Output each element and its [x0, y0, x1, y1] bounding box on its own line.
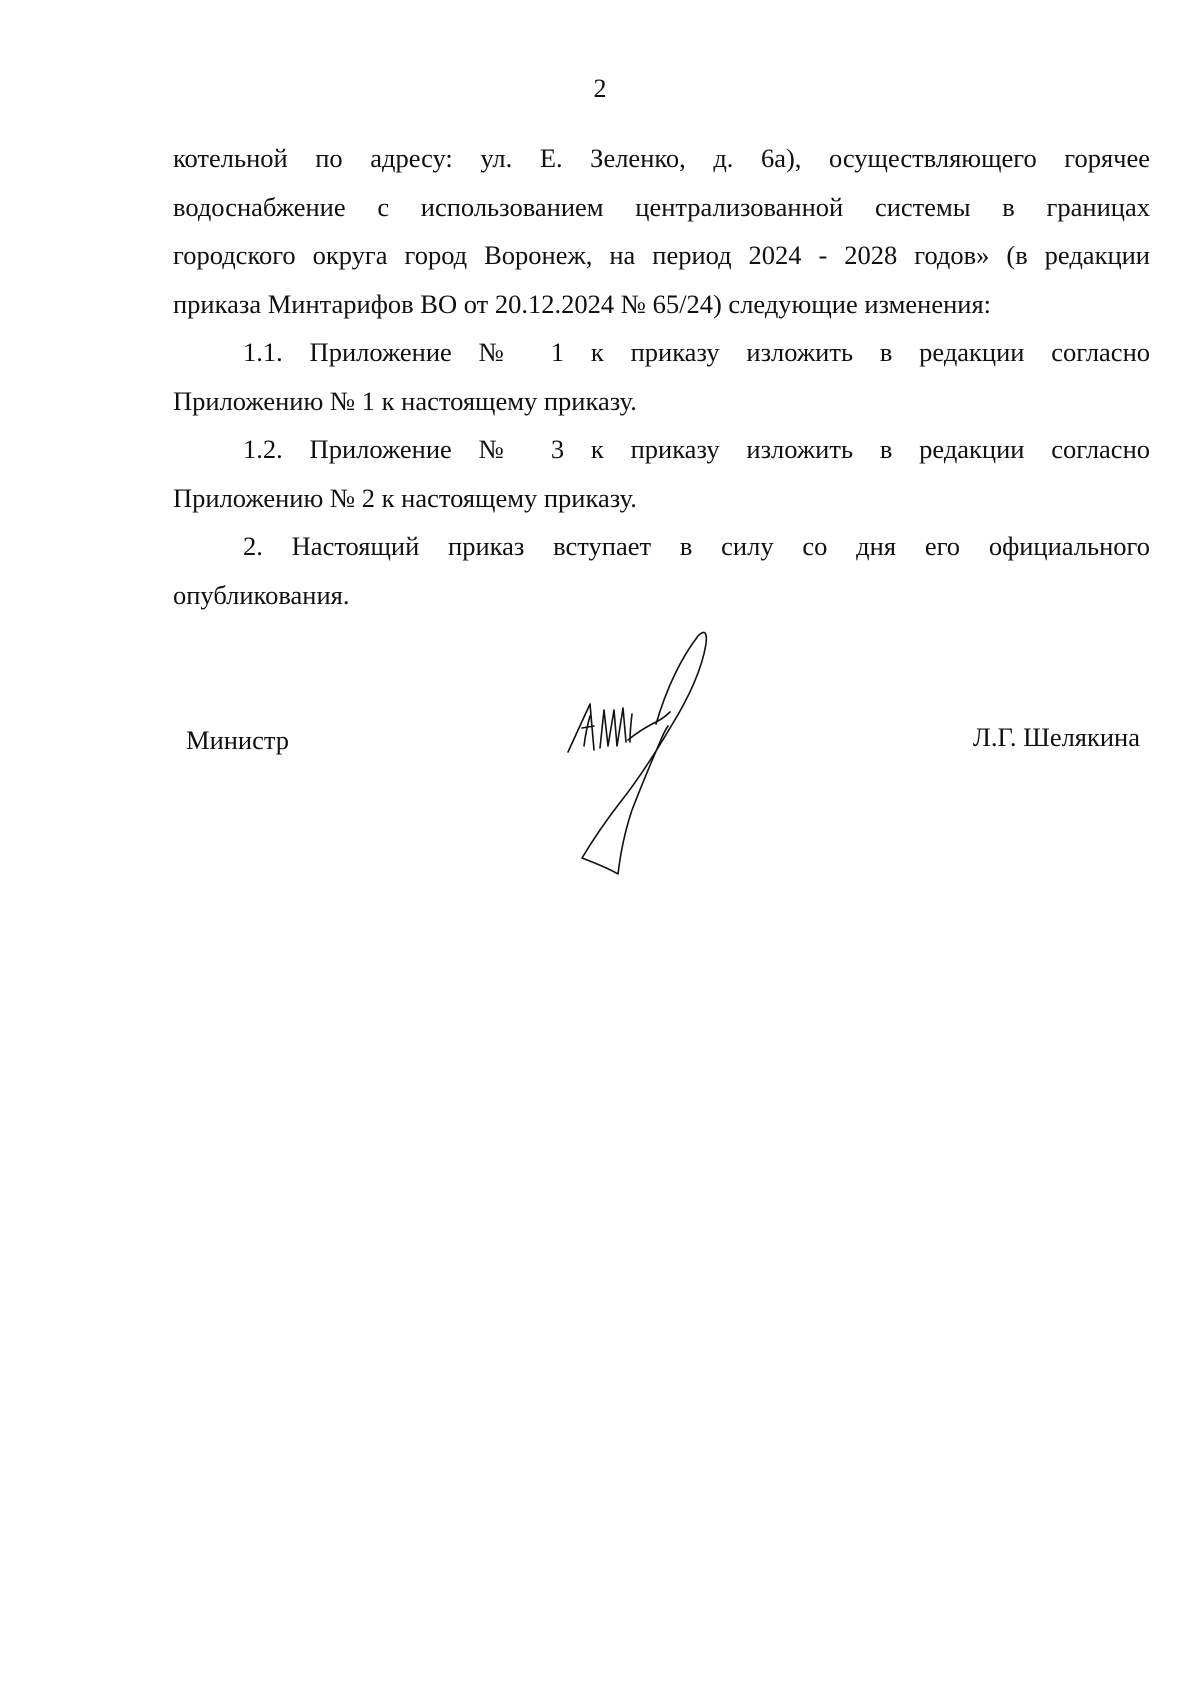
clause-1-2-line: Приложению № 2 к настоящему приказу.: [173, 482, 637, 513]
body-line: водоснабжение с использованием централизованной системы в границах: [173, 191, 1150, 222]
signatory-name: Л.Г. Шелякина: [972, 722, 1140, 752]
page-number: 2: [593, 74, 607, 103]
clause-2-line: 2. Настоящий приказ вступает в силу со дня его официального: [243, 531, 1150, 561]
body-line: котельной по адресу: ул. Е. Зеленко, д. 6а), осуществляющего горячее: [173, 143, 1150, 173]
clause-1-1-line: 1.1. Приложение № 1 к приказу изложить в редакции согласно: [243, 337, 1150, 367]
body-line: городского округа город Воронеж, на период 2024 - 2028 годов» (в редакции: [173, 240, 1150, 270]
clause-1-1-line: Приложению № 1 к настоящему приказу.: [173, 385, 637, 416]
clause-1-2-line: 1.2. Приложение № 3 к приказу изложить в редакции согласно: [243, 434, 1150, 464]
signatory-title: Министр: [186, 725, 290, 755]
signature-block: [0, 720, 1200, 770]
body-line: приказа Минтарифов ВО от 20.12.2024 № 65/24) следующие изменения:: [173, 288, 991, 319]
clause-2-line: опубликования.: [173, 579, 350, 610]
document-body: [173, 138, 1150, 623]
